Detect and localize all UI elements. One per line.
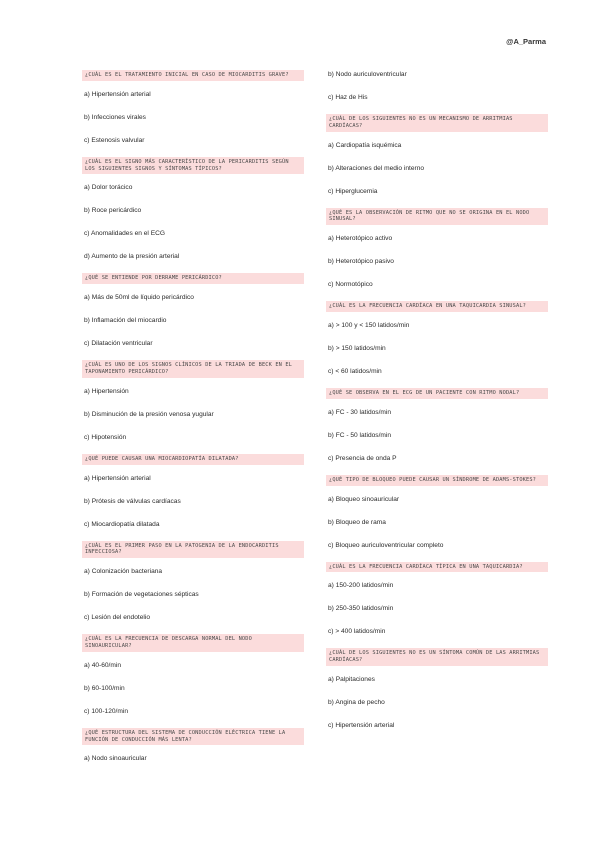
answer-option: c) Hiperglucemia xyxy=(328,187,378,195)
question-block xyxy=(82,273,304,348)
question-heading: ¿QUÉ SE ENTIENDE POR DERRAME PERICÁRDICO? xyxy=(82,273,304,284)
answer-option: c) > 400 latidos/min xyxy=(328,628,386,636)
question-block xyxy=(326,208,548,290)
answer-option: a) Hipertensión arterial xyxy=(84,474,151,482)
question-heading: ¿QUÉ SE OBSERVA EN EL ECG DE UN PACIENTE CON RITMO NODAL? xyxy=(326,388,548,399)
answer-option: a) > 100 y < 150 latidos/min xyxy=(328,321,410,329)
question-block xyxy=(82,454,304,529)
question-block xyxy=(326,70,548,102)
answer-option: b) Formación de vegetaciones sépticas xyxy=(84,591,199,599)
question-block xyxy=(326,301,548,376)
author-handle: @A_Parma xyxy=(506,37,546,46)
left-column xyxy=(82,70,304,775)
answer-option: b) Nodo auriculoventricular xyxy=(328,71,407,78)
answer-option: b) FC - 50 latidos/min xyxy=(328,431,392,439)
answer-option: a) Hipertensión arterial xyxy=(84,90,151,98)
answer-option: a) Dolor torácico xyxy=(84,184,133,192)
question-block xyxy=(326,562,548,637)
question-block xyxy=(82,360,304,442)
answer-option: c) Haz de His xyxy=(328,94,368,101)
question-heading: ¿QUÉ ES LA OBSERVACIÓN DE RITMO QUE NO SE ORIGINA EN EL NODO SINUSAL? xyxy=(326,208,548,226)
answer-option: a) 150-200 latidos/min xyxy=(328,582,394,590)
question-heading: ¿CUÁL ES UNO DE LOS SIGNOS CLÍNICOS DE LA TRIADA DE BECK EN EL TAPONAMIENTO PERICÁRDICO? xyxy=(82,360,304,378)
answer-option: b) Heterotópico pasivo xyxy=(328,258,394,266)
answer-option: a) Nodo sinoauricular xyxy=(84,755,147,763)
answer-option: c) Hipertensión arterial xyxy=(328,721,395,729)
question-heading: ¿CUÁL DE LOS SIGUIENTES NO ES UN MECANISMO DE ARRITMIAS CARDÍACAS? xyxy=(326,114,548,132)
answer-option: b) 250-350 latidos/min xyxy=(328,605,394,613)
answer-option: c) Lesión del endotelio xyxy=(84,614,150,622)
question-heading: ¿CUÁL ES EL PRIMER PASO EN LA PATOGENIA DE LA ENDOCARDITIS INFECCIOSA? xyxy=(82,541,304,559)
answer-option: a) Hipertensión xyxy=(84,387,129,395)
question-heading: ¿CUÁL ES LA FRECUENCIA CARDÍACA EN UNA TAQUICARDIA SINUSAL? xyxy=(326,301,548,312)
answer-option: b) > 150 latidos/min xyxy=(328,344,386,352)
question-heading: ¿CUÁL ES EL SIGNO MÁS CARACTERÍSTICO DE LA PERICARDITIS SEGÚN LOS SIGUIENTES SIGNOS Y SÍNTOMAS TÍPICOS? xyxy=(82,157,304,175)
answer-option: c) Hipotensión xyxy=(84,433,127,441)
answer-option: b) Inflamación del miocardio xyxy=(84,317,167,325)
question-heading: ¿QUÉ ESTRUCTURA DEL SISTEMA DE CONDUCCIÓN ELÉCTRICA TIENE LA FUNCIÓN DE CONDUCCIÓN MÁS LENTA? xyxy=(82,728,304,746)
answer-option: b) Angina de pecho xyxy=(328,698,385,706)
answer-option: c) Presencia de onda P xyxy=(328,454,397,462)
answer-option: b) Prótesis de válvulas cardíacas xyxy=(84,497,181,505)
question-heading: ¿CUÁL ES LA FRECUENCIA DE DESCARGA NORMAL DEL NODO SINOAURICULAR? xyxy=(82,634,304,652)
answer-option: c) 100-120/min xyxy=(84,707,128,715)
answer-option: b) 60-100/min xyxy=(84,684,125,692)
question-block xyxy=(326,475,548,550)
answer-option: c) Anomalidades en el ECG xyxy=(84,230,165,238)
answer-option: b) Bloqueo de rama xyxy=(328,518,386,526)
question-heading: ¿CUÁL ES EL TRATAMIENTO INICIAL EN CASO DE MIOCARDITIS GRAVE? xyxy=(82,70,304,81)
answer-option: a) Cardiopatía isquémica xyxy=(328,141,402,149)
answer-option: a) Palpitaciones xyxy=(328,675,375,683)
answer-option: c) Estenosis valvular xyxy=(84,136,145,144)
answer-option: a) Bloqueo sinoauricular xyxy=(328,495,400,503)
answer-option: c) Miocardiopatía dilatada xyxy=(84,520,160,528)
answer-option: a) 40-60/min xyxy=(84,661,122,669)
answer-option: a) Colonización bacteriana xyxy=(84,568,163,576)
answer-option: c) < 60 latidos/min xyxy=(328,367,382,375)
question-block xyxy=(326,388,548,463)
question-heading: ¿CUÁL ES LA FRECUENCIA CARDÍACA TÍPICA EN UNA TAQUICARDIA? xyxy=(326,562,548,573)
answer-option: b) Infecciones virales xyxy=(84,113,146,121)
question-block xyxy=(326,648,548,730)
question-heading: ¿QUÉ TIPO DE BLOQUEO PUEDE CAUSAR UN SÍNDROME DE ADAMS-STOKES? xyxy=(326,475,548,486)
question-heading: ¿QUÉ PUEDE CAUSAR UNA MIOCARDIOPATÍA DILATADA? xyxy=(82,454,304,465)
question-block xyxy=(82,728,304,764)
question-block xyxy=(326,114,548,196)
answer-option: b) Disminución de la presión venosa yugular xyxy=(84,410,214,418)
question-block xyxy=(82,634,304,716)
question-block xyxy=(82,541,304,623)
answer-option: d) Aumento de la presión arterial xyxy=(84,253,180,261)
answer-option: c) Bloqueo auriculoventricular completo xyxy=(328,541,444,549)
question-block xyxy=(82,157,304,262)
answer-option: c) Normotópico xyxy=(328,281,373,289)
right-column xyxy=(326,70,548,742)
answer-option: a) FC - 30 latidos/min xyxy=(328,408,392,416)
answer-option: a) Heterotópico activo xyxy=(328,235,393,243)
answer-option: a) Más de 50ml de líquido pericárdico xyxy=(84,294,194,302)
answer-option: b) Alteraciones del medio interno xyxy=(328,164,425,172)
answer-option: c) Dilatación ventricular xyxy=(84,340,153,348)
question-heading: ¿CUÁL DE LOS SIGUIENTES NO ES UN SÍNTOMA COMÚN DE LAS ARRITMIAS CARDÍACAS? xyxy=(326,648,548,666)
answer-option: b) Roce pericárdico xyxy=(84,207,142,215)
question-block xyxy=(82,70,304,145)
